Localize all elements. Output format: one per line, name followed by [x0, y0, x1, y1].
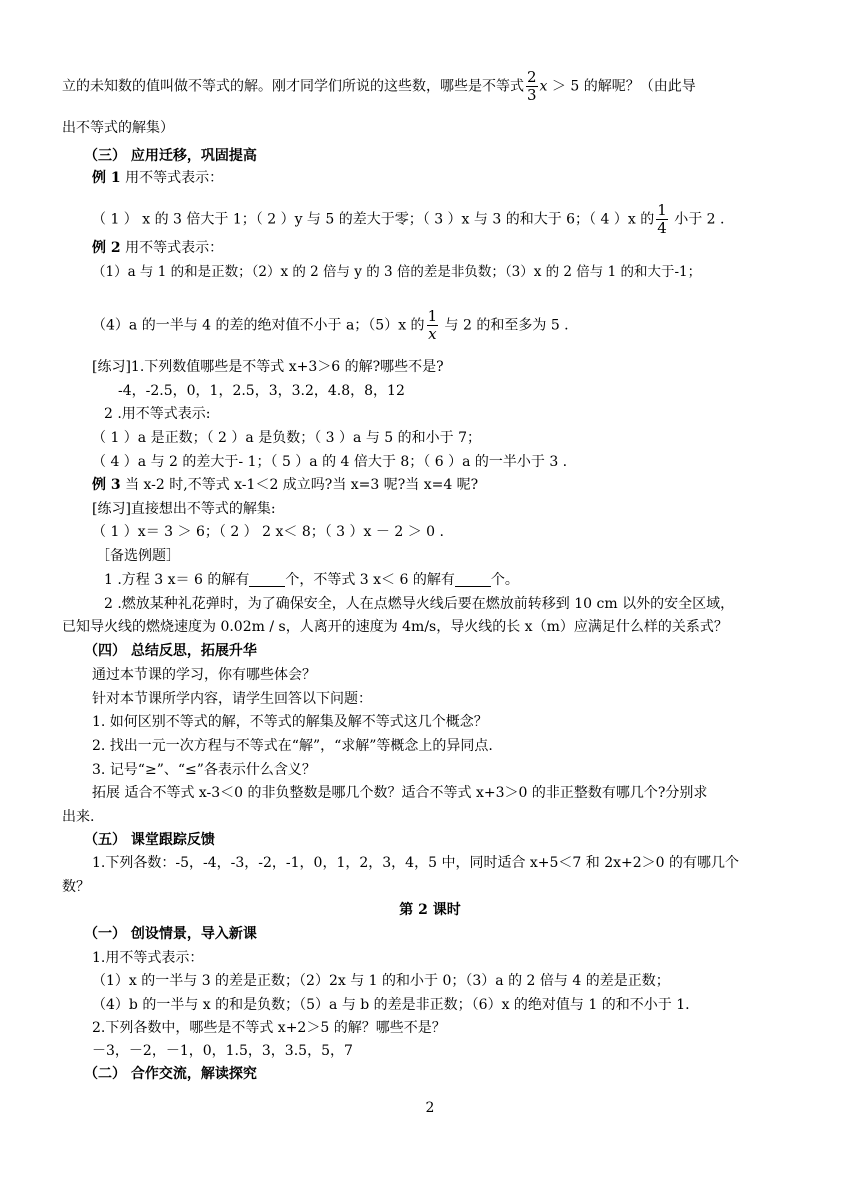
- text-line: 2 .燃放某种礼花弹时，为了确保安全，人在点燃导火线后要在燃放前转移到 10 cm 以外的安全区域，: [104, 596, 735, 612]
- fraction-numerator: 1: [427, 307, 438, 325]
- text-line: [62, 70, 696, 103]
- text-line: 出来.: [62, 809, 95, 825]
- text-line: 1. 如何区别不等式的解，不等式的解集及解不等式这几个概念？: [92, 714, 488, 730]
- section-heading: （四） 总结反思，拓展升华: [84, 643, 257, 659]
- text-line: 拓展 适合不等式 x-3＜0 的非负整数是哪几个数？适合不等式 x+3＞0 的非正整数有哪几个?分别求: [92, 785, 708, 801]
- text-line: [92, 168, 223, 188]
- text-line: [92, 203, 724, 236]
- text-line: 2. 找出一元一次方程与不等式在“解”，“求解”等概念上的异同点.: [92, 738, 493, 754]
- section-heading: （一） 创设情景，导入新课: [84, 926, 257, 942]
- lesson-title: 第 2 课时: [399, 902, 461, 918]
- text-segment: 立的未知数的值叫做不等式的解。刚才同学们所说的这些数，哪些是不等式: [62, 78, 524, 95]
- text-segment: 个，不等式 3 x＜ 6 的解有: [285, 572, 455, 588]
- section-heading: （三） 应用迁移，巩固提高: [84, 148, 257, 164]
- section-heading: （五） 课堂跟踪反馈: [84, 832, 215, 848]
- text-segment: 用不等式表示：: [120, 170, 224, 186]
- answer-blank: [455, 572, 491, 587]
- text-segment: 个。: [490, 572, 519, 588]
- page-number: 2: [425, 1100, 435, 1116]
- text-line: （4）b 的一半与 x 的和是负数；（5）a 与 b 的差是非正数；（6）x 的绝对值与 1 的和不小于 1.: [92, 997, 690, 1013]
- fraction-numerator: 1: [657, 201, 667, 219]
- text-segment: 小于 2 .: [669, 211, 725, 228]
- text-segment: 当 x-2 时,不等式 x-1＜2 成立吗?当 x=3 呢?当 x=4 呢?: [120, 477, 479, 493]
- text-segment: （ 1 ） x 的 3 倍大于 1；（ 2 ）y 与 5 的差大于零；（ 3 ）x 与 3 的和大于 6；（ 4 ）x 的: [92, 211, 655, 228]
- text-line: 2 .用不等式表示:: [104, 406, 211, 422]
- text-line: -4，-2.5，0，1，2.5，3，3.2，4.8，8，12: [118, 383, 405, 399]
- text-line: （1）x 的一半与 3 的差是正数；（2）2x 与 1 的和小于 0；（3）a 的 2 倍与 4 的差是正数；: [92, 973, 670, 989]
- text-line: [92, 238, 223, 258]
- text-segment: 与 2 的和至多为 5 .: [440, 317, 569, 334]
- fraction-numerator: 2: [527, 68, 537, 86]
- text-line: [练习]1.下列数值哪些是不等式 x+3＞6 的解?哪些不是?: [92, 359, 444, 375]
- text-line: （1）a 与 1 的和是正数；（2）x 的 2 倍与 y 的 3 倍的差是非负数；（3）x 的 2 倍与 1 的和大于-1；: [92, 264, 702, 280]
- text-line: 2.下列各数中，哪些是不等式 x+2＞5 的解？哪些不是？: [92, 1020, 446, 1036]
- text-segment: 用不等式表示：: [120, 240, 224, 256]
- fraction-denominator: x: [428, 325, 437, 343]
- variable-x: x: [539, 78, 548, 95]
- fraction-denominator: 3: [527, 86, 537, 104]
- text-line: 针对本节课所学内容，请学生回答以下问题：: [92, 691, 372, 707]
- fraction-two-thirds: [526, 70, 538, 103]
- text-segment: ＞ 5 的解呢？（由此导: [551, 78, 696, 95]
- example-label: 例 1: [92, 170, 121, 186]
- text-line: [92, 309, 569, 342]
- text-line: 出不等式的解集）: [62, 120, 174, 136]
- text-segment: （4）a 的一半与 4 的差的绝对值不小于 a；（5）x 的: [92, 317, 425, 334]
- text-line: 已知导火线的燃烧速度为 0.02m / s，人离开的速度为 4m/s，导火线的长 x（m）应满足什么样的关系式？: [62, 619, 728, 635]
- text-line: [104, 570, 519, 590]
- text-line: [92, 475, 478, 495]
- text-line: 1.下列各数：-5，-4，-3，-2，-1，0，1，2，3，4，5 中，同时适合 x+5＜7 和 2x+2＞0 的有哪几个: [92, 855, 740, 871]
- text-line: 通过本节课的学习，你有哪些体会？: [92, 667, 316, 683]
- text-line: 3. 记号“≥”、“≤”各表示什么含义？: [92, 762, 316, 778]
- fraction-one-quarter: [656, 203, 668, 236]
- text-line: ［备选例题］: [96, 548, 180, 564]
- text-line: 1.用不等式表示：: [92, 950, 204, 966]
- text-line: [练习]直接想出不等式的解集:: [92, 501, 276, 517]
- example-label: 例 2: [92, 240, 121, 256]
- text-segment: 1 .方程 3 x＝ 6 的解有: [104, 572, 250, 588]
- text-line: （ 1 ）x＝ 3 ＞ 6；（ 2 ） 2 x＜ 8；（ 3 ）x － 2 ＞ 0 .: [92, 524, 444, 540]
- answer-blank: [249, 572, 285, 587]
- text-line: （ 1 ）a 是正数；（ 2 ）a 是负数；（ 3 ）a 与 5 的和小于 7；: [92, 430, 481, 446]
- fraction-denominator: 4: [657, 219, 667, 237]
- text-line: 数？: [62, 879, 90, 895]
- fraction-one-over-x: [427, 309, 439, 342]
- section-heading: （二） 合作交流，解读探究: [84, 1066, 257, 1082]
- text-line: －3，－2，－1，0，1.5，3，3.5，5，7: [92, 1043, 353, 1059]
- example-label: 例 3: [92, 477, 121, 493]
- text-line: （ 4 ）a 与 2 的差大于- 1；（ 5 ）a 的 4 倍大于 8；（ 6 ）a 的一半小于 3 .: [92, 454, 568, 470]
